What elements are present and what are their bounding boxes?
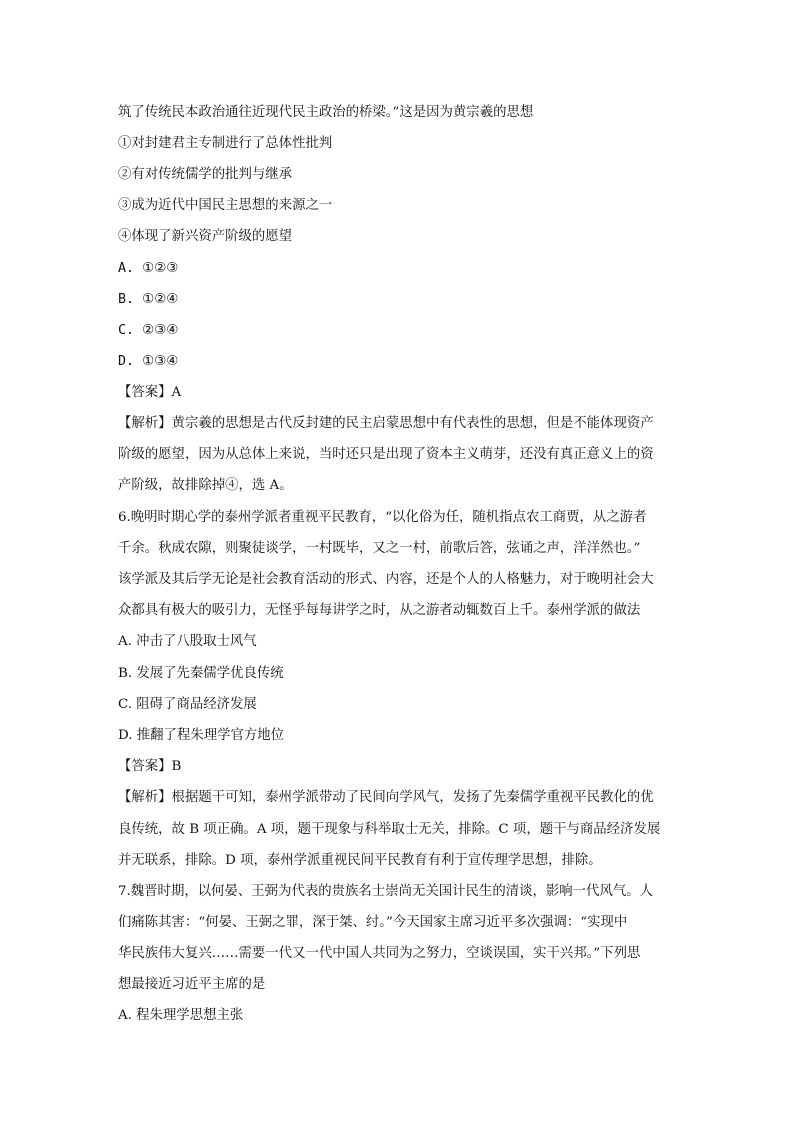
option-a: A. ①②③ bbox=[118, 261, 179, 276]
answer-label: 【答案】B bbox=[118, 759, 182, 774]
statement-4: ④体现了新兴资产阶级的愿望 bbox=[118, 229, 293, 244]
question-line: 们痛陈其害：“何晏、王弼之罪，深于桀、纣。”今天国家主席习近平多次强调：“实现中 bbox=[118, 915, 628, 930]
analysis-line: 产阶级，故排除掉④，选 A。 bbox=[118, 478, 293, 493]
question-line: 千余。秋成农隙，则聚徒谈学，一村既毕，又之一村，前歌后答，弦诵之声，洋洋然也。” bbox=[118, 541, 641, 556]
analysis-line: 【解析】根据题干可知，泰州学派带动了民间向学风气，发扬了先秦儒学重视平民教化的优 bbox=[118, 790, 654, 805]
option-b: B. ①②④ bbox=[118, 292, 179, 307]
question-line: 想最接近习近平主席的是 bbox=[118, 977, 266, 992]
question-line: 华民族伟大复兴……需要一代又一代中国人共同为之努力，空谈误国，实干兴邦。”下列思 bbox=[118, 946, 641, 961]
option-c: C. ②③④ bbox=[118, 323, 179, 338]
option-d: D. 推翻了程朱理学官方地位 bbox=[118, 728, 285, 743]
option-d: D. ①③④ bbox=[118, 354, 179, 369]
option-c: C. 阻碍了商品经济发展 bbox=[118, 697, 257, 712]
question-line: 该学派及其后学无论是社会教育活动的形式、内容，还是个人的人格魅力，对于晚明社会大 bbox=[118, 572, 654, 587]
statement-1: ①对封建君主专制进行了总体性批判 bbox=[118, 136, 333, 151]
analysis-line: 【解析】黄宗羲的思想是古代反封建的民主启蒙思想中有代表性的思想，但是不能体现资产 bbox=[118, 416, 654, 431]
question-line: 6.晚明时期心学的泰州学派者重视平民教育，“以化俗为任，随机指点农工商贾，从之游者 bbox=[118, 510, 647, 525]
option-a: A. 程朱理学思想主张 bbox=[118, 1008, 244, 1023]
analysis-line: 并无联系，排除。D 项，泰州学派重视民间平民教育有利于宣传理学思想，排除。 bbox=[118, 853, 602, 868]
option-b: B. 发展了先秦儒学优良传统 bbox=[118, 666, 284, 681]
statement-3: ③成为近代中国民主思想的来源之一 bbox=[118, 198, 333, 213]
question-line: 7.魏晋时期，以何晏、王弼为代表的贵族名士崇尚无关国计民生的清谈，影响一代风气。人 bbox=[118, 884, 654, 899]
analysis-line: 良传统，故 B 项正确。A 项，题干现象与科举取士无关，排除。C 项，题干与商品经济发展 bbox=[118, 822, 661, 837]
text-line: 筑了传统民本政治通往近现代民主政治的桥梁。”这是因为黄宗羲的思想 bbox=[118, 105, 534, 120]
answer-label: 【答案】A bbox=[118, 385, 182, 400]
analysis-line: 阶级的愿望，因为从总体上来说，当时还只是出现了资本主义萌芽，还没有真正意义上的资 bbox=[118, 447, 654, 462]
statement-2: ②有对传统儒学的批判与继承 bbox=[118, 167, 293, 182]
option-a: A. 冲击了八股取士风气 bbox=[118, 634, 257, 649]
question-line: 众都具有极大的吸引力，无怪乎每每讲学之时，从之游者动辄数百上千。泰州学派的做法 bbox=[118, 603, 641, 618]
